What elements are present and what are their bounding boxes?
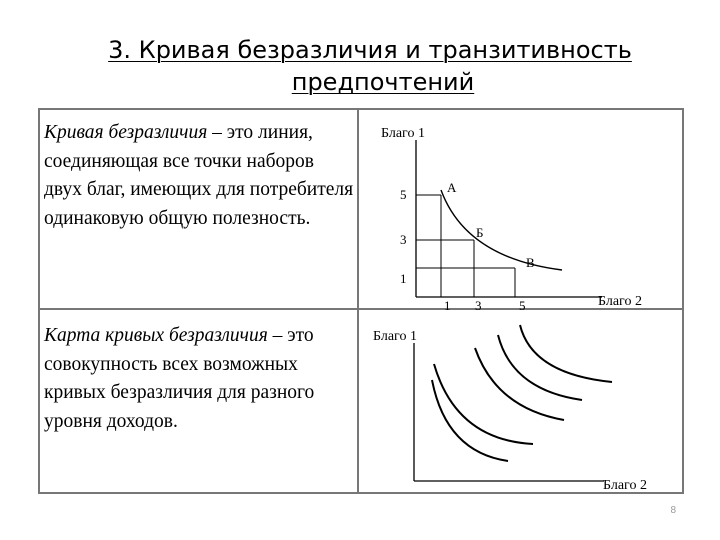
indifference-curve-graph <box>381 126 642 313</box>
x-tick-1: 1 <box>444 298 451 313</box>
point-a-label: А <box>447 180 457 195</box>
indifference-map-curve-5 <box>520 325 612 382</box>
definition-term: Карта кривых безразличия <box>44 325 268 346</box>
indifference-map-curve-4 <box>498 335 582 400</box>
indifference-map-curve-3 <box>475 348 564 420</box>
y-tick-1: 1 <box>400 271 407 286</box>
y-tick-3: 3 <box>400 232 407 247</box>
indifference-curve <box>441 190 562 270</box>
y-tick-5: 5 <box>400 187 407 202</box>
x-tick-3: 3 <box>475 298 482 313</box>
definition-term: Кривая безразличия <box>44 122 208 143</box>
indifference-map-graph <box>373 325 647 493</box>
graph1-x-axis-label: Благо 2 <box>598 294 642 309</box>
title-line-1: 3. Кривая безразличия и транзитивность <box>108 36 632 64</box>
title-line-2: предпочтений <box>291 68 475 96</box>
page-number: 8 <box>670 505 676 516</box>
x-tick-5: 5 <box>519 298 526 313</box>
graph2-y-axis-label: Благо 1 <box>373 329 417 344</box>
point-c-label: В <box>526 255 535 270</box>
graph2-x-axis-label: Благо 2 <box>603 478 647 493</box>
graph1-y-axis-label: Благо 1 <box>381 126 425 141</box>
definition-text: – это линия, соединяющая все точки наборов двух благ, имеющих для потребителя одинаковую общую полезность. <box>44 122 354 229</box>
indifference-map-curve-1 <box>432 380 508 461</box>
definition-text: – это совокупность всех возможных кривых безразличия для разного уровня доходов. <box>44 325 315 432</box>
point-b-label: Б <box>476 225 484 240</box>
